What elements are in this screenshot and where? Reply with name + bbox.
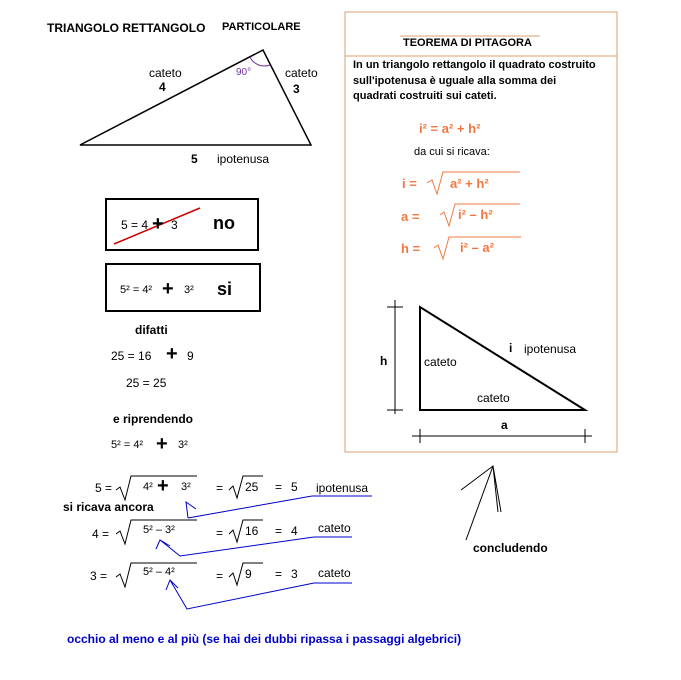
box-si-right: 3² bbox=[184, 284, 194, 296]
r3-tag: cateto bbox=[318, 566, 351, 580]
top-triangle bbox=[80, 50, 311, 145]
box-no-verdict: no bbox=[213, 213, 235, 233]
r3-res: 3 bbox=[291, 567, 298, 581]
hyp-letter: i bbox=[509, 341, 513, 355]
left-leg-value: 4 bbox=[159, 80, 166, 94]
concludendo-arrow bbox=[461, 466, 501, 540]
r2-lhs: 4 = bbox=[92, 527, 110, 541]
r2-eq: = bbox=[216, 526, 224, 540]
proof-line3-left: 5² = 4² bbox=[111, 439, 144, 451]
da-cui: da cui si ricava: bbox=[414, 146, 490, 158]
a-label: a bbox=[501, 418, 508, 432]
proof-line1-right: 9 bbox=[187, 349, 194, 363]
left-leg-label: cateto bbox=[149, 66, 182, 80]
r2-eq2: = bbox=[275, 524, 283, 538]
right-leg-label: cateto bbox=[285, 66, 318, 80]
concludendo: concludendo bbox=[473, 541, 548, 555]
si-ricava: si ricava ancora bbox=[63, 500, 154, 514]
plus-sign-5: + bbox=[157, 475, 169, 497]
plus-sign-1: + bbox=[152, 213, 164, 235]
proof-line1-left: 25 = 16 bbox=[111, 349, 152, 363]
theorem-text-3: quadrati costruiti sui cateti. bbox=[353, 90, 497, 102]
plus-sign-3: + bbox=[166, 343, 178, 365]
formula-a-lhs: a = bbox=[401, 209, 420, 224]
r3-eq2: = bbox=[275, 567, 283, 581]
difatti: difatti bbox=[135, 323, 168, 337]
title: TRIANGOLO RETTANGOLO bbox=[47, 21, 206, 35]
angle-label: 90° bbox=[236, 67, 252, 78]
r2-res: 4 bbox=[291, 524, 298, 538]
formula-h-lhs: h = bbox=[401, 241, 421, 256]
theorem-heading: TEOREMA DI PITAGORA bbox=[403, 37, 532, 49]
title-sub: PARTICOLARE bbox=[222, 21, 301, 33]
formula-pitagora: i² = a² + h² bbox=[419, 121, 481, 136]
r1-tag: ipotenusa bbox=[316, 481, 369, 495]
formula-h-rad: i² – a² bbox=[460, 240, 494, 255]
theorem-text-2: sull'ipotenusa è uguale alla somma dei bbox=[353, 75, 557, 87]
hyp-label-2: ipotenusa bbox=[524, 342, 577, 356]
right-leg-value: 3 bbox=[293, 82, 300, 96]
box-no-left: 5 = 4 bbox=[121, 218, 149, 232]
blue-arrow-1 bbox=[186, 496, 312, 518]
r1-lhs: 5 = bbox=[95, 481, 113, 495]
box-si-left: 5² = 4² bbox=[120, 284, 153, 296]
r1-sqrt: 25 bbox=[245, 480, 259, 494]
r3-eq: = bbox=[216, 569, 224, 583]
plus-sign-4: + bbox=[156, 433, 168, 455]
r1-eq: = bbox=[216, 481, 224, 495]
box-si-verdict: si bbox=[217, 279, 233, 299]
blue-arrow-3 bbox=[166, 580, 314, 609]
proof-line2: 25 = 25 bbox=[126, 376, 167, 390]
r2-tag: cateto bbox=[318, 521, 351, 535]
hyp-label: ipotenusa bbox=[217, 152, 270, 166]
formula-i-rad: a² + h² bbox=[450, 176, 489, 191]
footer-note: occhio al meno e al più (se hai dei dubbi ripassa i passaggi algebrici) bbox=[67, 632, 462, 646]
blue-arrow-2 bbox=[156, 537, 314, 556]
r1-rad-right: 3² bbox=[181, 481, 191, 493]
bottom-leg-label: cateto bbox=[477, 391, 510, 405]
left-leg-label-2: cateto bbox=[424, 355, 457, 369]
hyp-value: 5 bbox=[191, 152, 198, 166]
box-no-right: 3 bbox=[171, 218, 178, 232]
e-riprendendo: e riprendendo bbox=[113, 412, 194, 426]
r3-lhs: 3 = bbox=[90, 569, 108, 583]
theorem-text-1: In un triangolo rettangolo il quadrato costruito bbox=[353, 59, 596, 71]
formula-a-rad: i² – h² bbox=[458, 207, 493, 222]
proof-line3-right: 3² bbox=[178, 439, 188, 451]
plus-sign-2: + bbox=[162, 278, 174, 300]
r2-sqrt: 16 bbox=[245, 524, 259, 538]
r3-sqrt: 9 bbox=[245, 567, 252, 581]
formula-i-lhs: i = bbox=[402, 176, 417, 191]
r1-rad-left: 4² bbox=[143, 481, 153, 493]
r1-eq2: = bbox=[275, 480, 283, 494]
r3-rad: 5² – 4² bbox=[143, 566, 175, 578]
r1-res: 5 bbox=[291, 480, 298, 494]
h-label: h bbox=[380, 354, 388, 368]
r2-rad: 5² – 3² bbox=[143, 524, 175, 536]
